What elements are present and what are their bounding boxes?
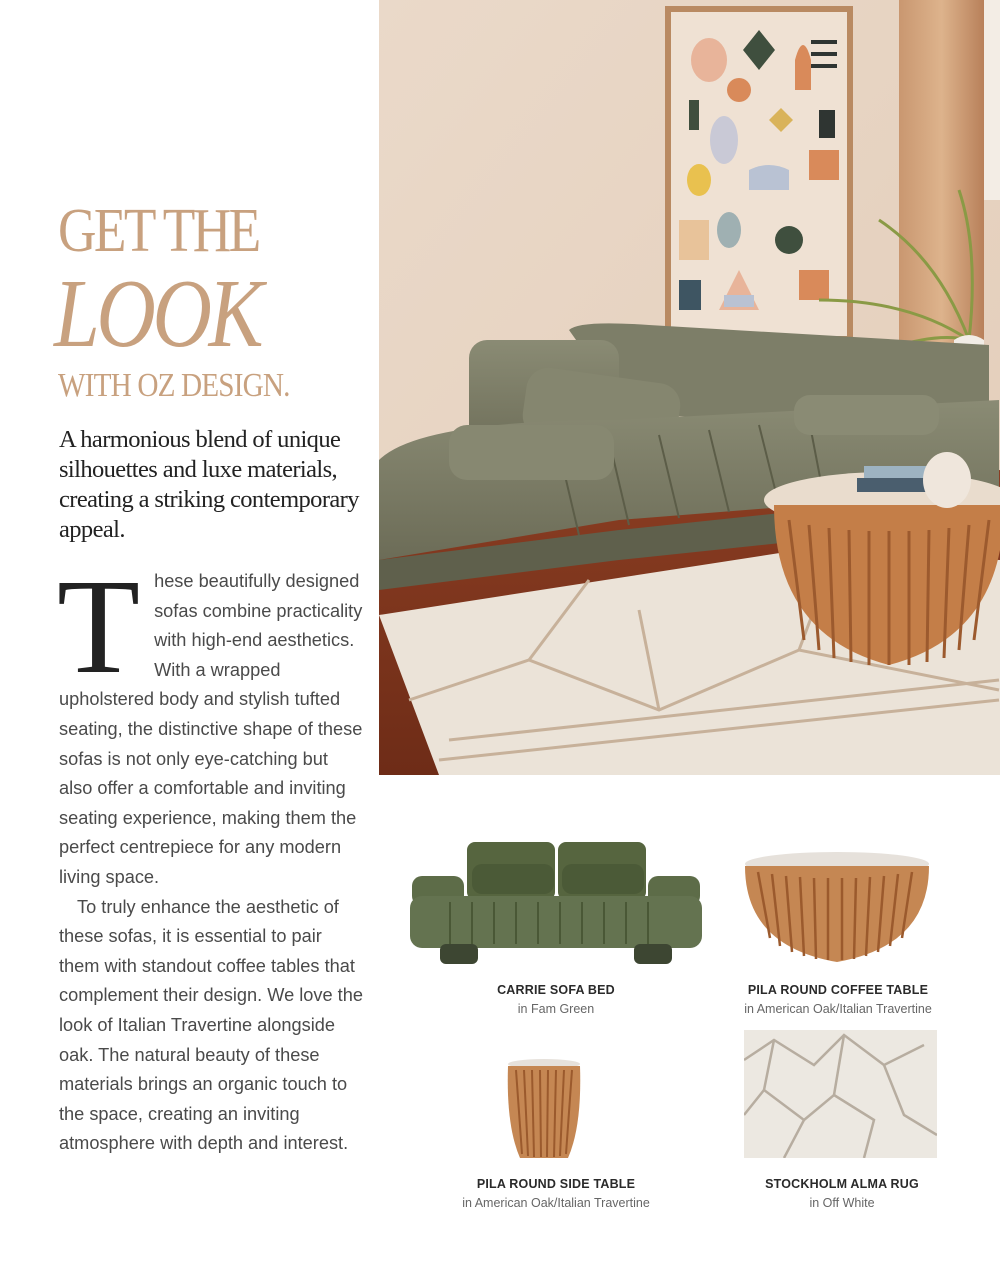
article-body xyxy=(57,552,364,1159)
product-name: PILA ROUND SIDE TABLE xyxy=(476,1177,636,1191)
headline-line-3: WITH OZ DESIGN. xyxy=(58,367,290,404)
paragraph-1-text: hese beautifully designed sofas combine practicality with high-end aesthetics. With a wrapped upholstered body and stylish tufted seating, the distinctive shape of these sofas is not only eye-catching but also offer a comfortable and inviting seating experience, making them the perfect centrepiece for any modern living space. xyxy=(59,571,363,887)
product-finish: in American Oak/Italian Travertine xyxy=(462,1196,650,1210)
subheading: A harmonious blend of unique silhouettes and luxe materials, creating a striking contemporary appeal. xyxy=(59,426,359,543)
pila-round-coffee-table-image xyxy=(740,850,934,968)
hero-living-room-photo xyxy=(379,0,1000,775)
product-pila-round-coffee-table xyxy=(730,983,946,1016)
product-carrie-sofa-bed xyxy=(410,983,702,1016)
product-name: CARRIE SOFA BED xyxy=(497,983,615,997)
pila-round-side-table-image xyxy=(506,1058,582,1162)
headline-line-2: LOOK xyxy=(54,260,261,368)
product-finish: in Fam Green xyxy=(517,1002,595,1016)
product-finish: in American Oak/Italian Travertine xyxy=(744,1002,932,1016)
product-name: STOCKHOLM ALMA RUG xyxy=(765,1177,919,1191)
headline-line-1: GET THE xyxy=(58,197,259,265)
product-stockholm-alma-rug xyxy=(730,1177,954,1210)
product-finish: in Off White xyxy=(809,1196,875,1210)
carrie-sofa-bed-image xyxy=(410,838,702,966)
drop-cap: T xyxy=(57,552,141,702)
product-name: PILA ROUND COFFEE TABLE xyxy=(747,983,929,997)
product-pila-round-side-table xyxy=(446,1177,666,1210)
paragraph-1 xyxy=(57,552,364,893)
paragraph-2: To truly enhance the aesthetic of these sofas, it is essential to pair them with standout coffee tables that complement their design. We love the look of Italian Travertine alongside oak. The natural beauty of these materials brings an organic touch to the space, creating an inviting atmosphere with depth and interest. xyxy=(59,896,363,1154)
stockholm-alma-rug-image xyxy=(744,1030,937,1158)
